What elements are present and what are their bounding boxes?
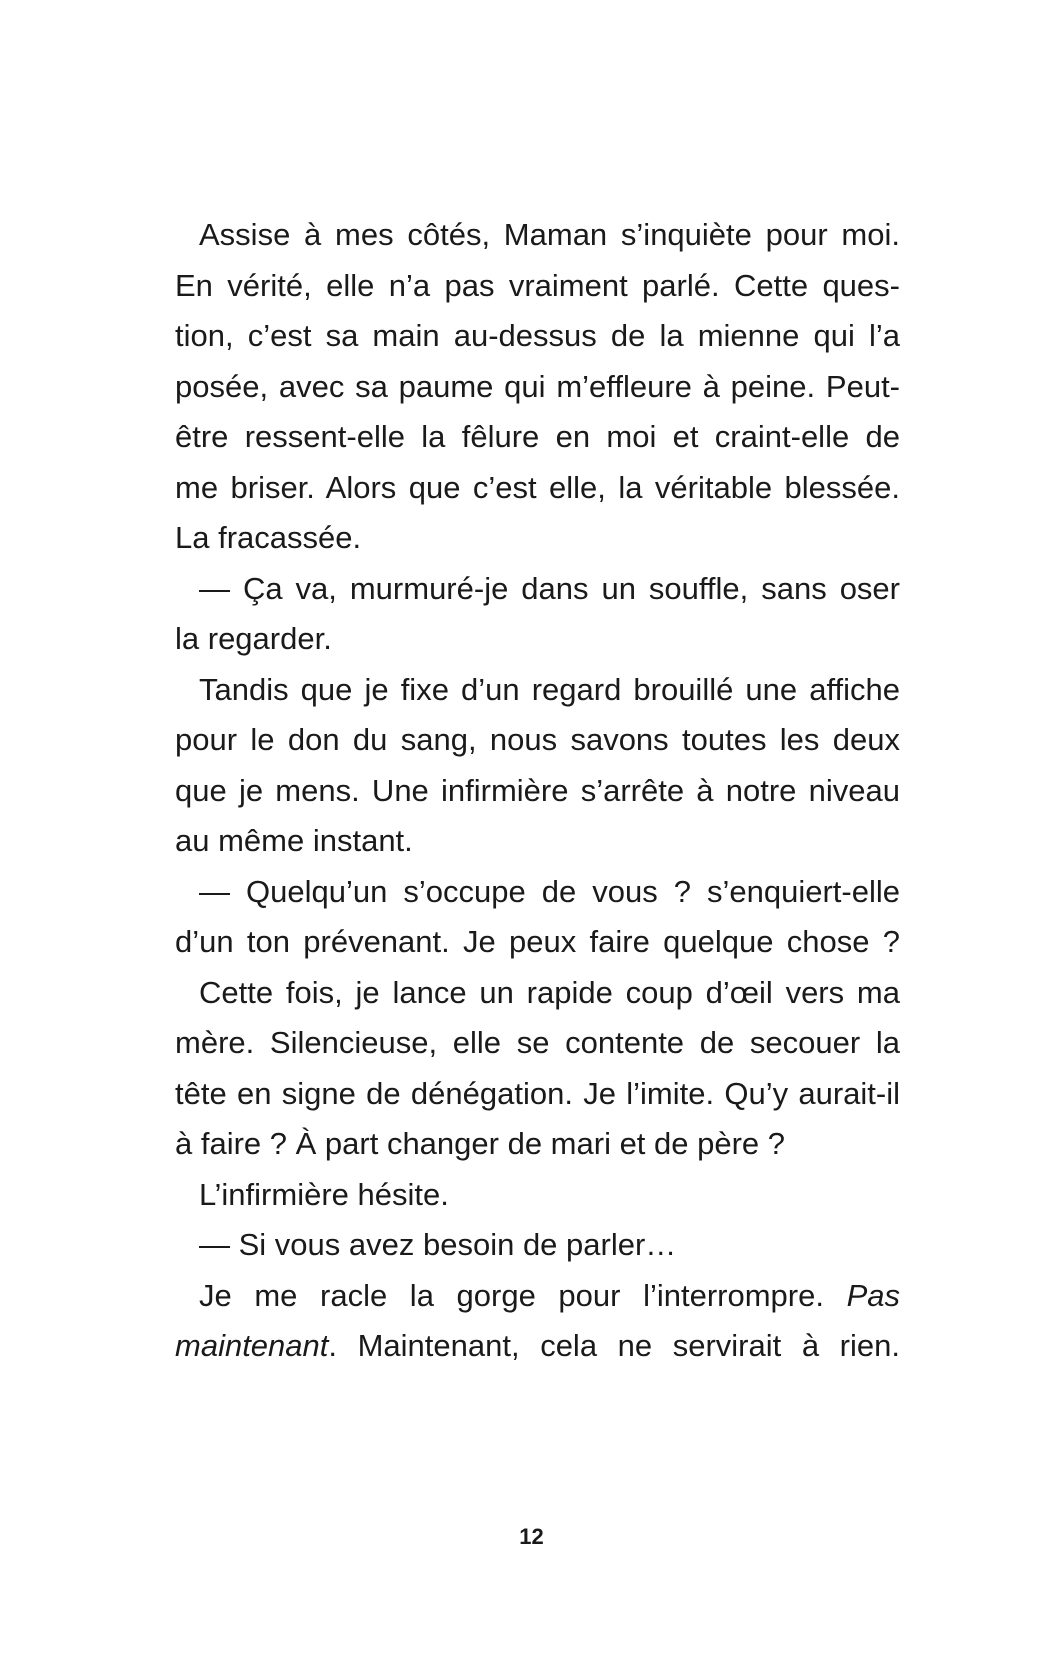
page-number: 12 bbox=[519, 1524, 544, 1549]
text-line: tête en signe de dénégation. Je l’imite. Qu’y aurait-il bbox=[175, 1075, 900, 1111]
text-line bbox=[175, 1271, 900, 1322]
text-run: . Maintenant, cela ne servirait à rien. bbox=[328, 1328, 900, 1363]
text-line: L’infirmière hésite. bbox=[199, 1176, 449, 1212]
text-line: la regarder. bbox=[175, 621, 332, 656]
italic-run: maintenant bbox=[175, 1328, 329, 1363]
text-line: — Ça va, murmuré-je dans un souffle, sans oser bbox=[199, 570, 900, 606]
text-line: Assise à mes côtés, Maman s’inquiète pour moi. bbox=[199, 217, 900, 252]
text-line: Cette fois, je lance un rapide coup d’œil vers ma bbox=[199, 974, 900, 1010]
text-line: tion, c’est sa main au-dessus de la mienne qui l’a bbox=[175, 318, 900, 353]
body-text bbox=[175, 210, 900, 1372]
text-line bbox=[175, 1321, 900, 1372]
text-line: Tandis que je fixe d’un regard brouillé une affiche bbox=[199, 671, 900, 707]
text-line: La fracassée. bbox=[175, 520, 362, 555]
text-line: — Quelqu’un s’occupe de vous ? s’enquiert-elle bbox=[199, 873, 900, 909]
text-line: au même instant. bbox=[175, 823, 413, 858]
text-line: pour le don du sang, nous savons toutes les deux bbox=[175, 722, 900, 757]
text-line: mère. Silencieuse, elle se contente de secouer la bbox=[175, 1025, 900, 1060]
text-line: En vérité, elle n’a pas vraiment parlé. Cette ques- bbox=[175, 267, 900, 303]
text-line: à faire ? À part changer de mari et de père ? bbox=[175, 1126, 786, 1161]
text-line: — Si vous avez besoin de parler… bbox=[199, 1227, 677, 1262]
text-run: Je me racle la gorge pour l’interrompre. bbox=[199, 1277, 824, 1313]
italic-run: Pas bbox=[846, 1277, 900, 1313]
text-line: que je mens. Une infirmière s’arrête à notre niveau bbox=[175, 772, 900, 808]
text-line: posée, avec sa paume qui m’effleure à peine. Peut- bbox=[175, 368, 900, 404]
text-line: être ressent-elle la fêlure en moi et craint-elle de bbox=[175, 419, 900, 454]
text-line: d’un ton prévenant. Je peux faire quelque chose ? bbox=[175, 924, 900, 959]
text-line: me briser. Alors que c’est elle, la véritable blessée. bbox=[175, 469, 900, 505]
